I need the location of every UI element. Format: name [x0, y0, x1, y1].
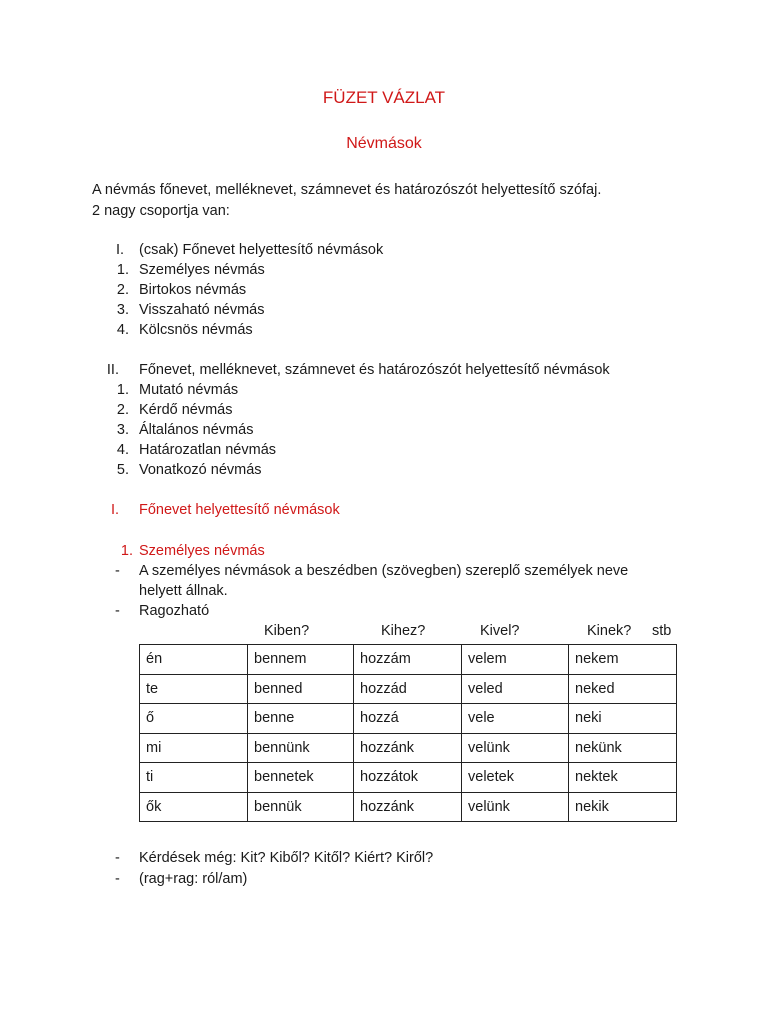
list-item-number: 1.: [116, 262, 129, 278]
question-label: Kiben?: [264, 623, 310, 639]
list-item: Kölcsnös névmás: [139, 322, 253, 338]
table-row: [140, 733, 677, 763]
table-cell: nekem: [569, 645, 677, 675]
list-item-number: 3.: [116, 422, 129, 438]
table-row: [140, 704, 677, 734]
table-cell: bennünk: [248, 733, 354, 763]
table-cell: benned: [248, 674, 354, 704]
group2-heading: Főnevet, melléknevet, számnevet és határozószót helyettesítő névmások: [139, 362, 610, 378]
table-cell: nekünk: [569, 733, 677, 763]
table-cell: bennetek: [248, 763, 354, 793]
question-label: Kinek?: [587, 623, 632, 639]
list-item: Kérdő névmás: [139, 402, 233, 418]
table-cell: én: [140, 645, 248, 675]
group1-numeral: I.: [115, 242, 124, 258]
table-cell: ő: [140, 704, 248, 734]
table-cell: veletek: [462, 763, 569, 793]
table-cell: benne: [248, 704, 354, 734]
table-cell: bennem: [248, 645, 354, 675]
section-numeral: I.: [110, 502, 119, 518]
table-cell: hozzánk: [354, 733, 462, 763]
table-row: [140, 645, 677, 675]
bullet-dash: -: [115, 563, 120, 579]
bullet-text: Ragozható: [139, 603, 210, 619]
table-cell: hozzá: [354, 704, 462, 734]
list-item-number: 4.: [116, 322, 129, 338]
table-cell: veled: [462, 674, 569, 704]
subsection-heading: Személyes névmás: [139, 543, 265, 559]
subsection-numeral: 1.: [120, 543, 133, 559]
page-title: FÜZET VÁZLAT: [322, 88, 446, 107]
table-cell: nektek: [569, 763, 677, 793]
table-cell: velünk: [462, 792, 569, 822]
table-cell: ti: [140, 763, 248, 793]
table-cell: hozzám: [354, 645, 462, 675]
table-cell: velünk: [462, 733, 569, 763]
list-item-number: 3.: [116, 302, 129, 318]
list-item: Határozatlan névmás: [139, 442, 277, 458]
table-cell: hozzátok: [354, 763, 462, 793]
intro-line-2: 2 nagy csoportja van:: [92, 203, 230, 219]
table-row: [140, 792, 677, 822]
bullet-text: A személyes névmások a beszédben (szövegben) szereplő személyek neve: [139, 563, 629, 579]
bullet-dash: -: [115, 871, 120, 887]
bullet-dash: -: [115, 603, 120, 619]
table-cell: te: [140, 674, 248, 704]
bullet-text: Kérdések még: Kit? Kiből? Kitől? Kiért? Kiről?: [139, 850, 434, 866]
list-item: Vonatkozó névmás: [139, 462, 262, 478]
list-item-number: 2.: [116, 282, 129, 298]
table-cell: ők: [140, 792, 248, 822]
table-cell: velem: [462, 645, 569, 675]
table-cell: vele: [462, 704, 569, 734]
page-subtitle: Névmások: [346, 135, 422, 152]
table-cell: mi: [140, 733, 248, 763]
table-cell: hozzánk: [354, 792, 462, 822]
table-cell: neked: [569, 674, 677, 704]
question-label: Kihez?: [381, 623, 426, 639]
question-etc: stb: [652, 623, 672, 639]
list-item: Birtokos névmás: [139, 282, 247, 298]
list-item-number: 4.: [116, 442, 129, 458]
list-item: Visszaható névmás: [139, 302, 265, 318]
table-cell: hozzád: [354, 674, 462, 704]
question-label: Kivel?: [480, 623, 520, 639]
list-item: Személyes névmás: [139, 262, 265, 278]
bullet-dash: -: [115, 850, 120, 866]
bullet-text-continued: helyett állnak.: [139, 583, 228, 599]
section-heading: Főnevet helyettesítő névmások: [139, 502, 340, 518]
list-item: Mutató névmás: [139, 382, 239, 398]
bullet-text: (rag+rag: ról/am): [139, 871, 248, 887]
table-cell: bennük: [248, 792, 354, 822]
group1-heading: (csak) Főnevet helyettesítő névmások: [139, 242, 384, 258]
group2-numeral: II.: [106, 362, 119, 378]
list-item-number: 2.: [116, 402, 129, 418]
list-item: Általános névmás: [139, 422, 254, 438]
list-item-number: 5.: [116, 462, 129, 478]
list-item-number: 1.: [116, 382, 129, 398]
intro-line-1: A névmás főnevet, melléknevet, számnevet és határozószót helyettesítő szófaj.: [92, 182, 602, 198]
table-row: [140, 674, 677, 704]
table-cell: nekik: [569, 792, 677, 822]
pronoun-table: [139, 644, 677, 822]
table-row: [140, 763, 677, 793]
table-cell: neki: [569, 704, 677, 734]
